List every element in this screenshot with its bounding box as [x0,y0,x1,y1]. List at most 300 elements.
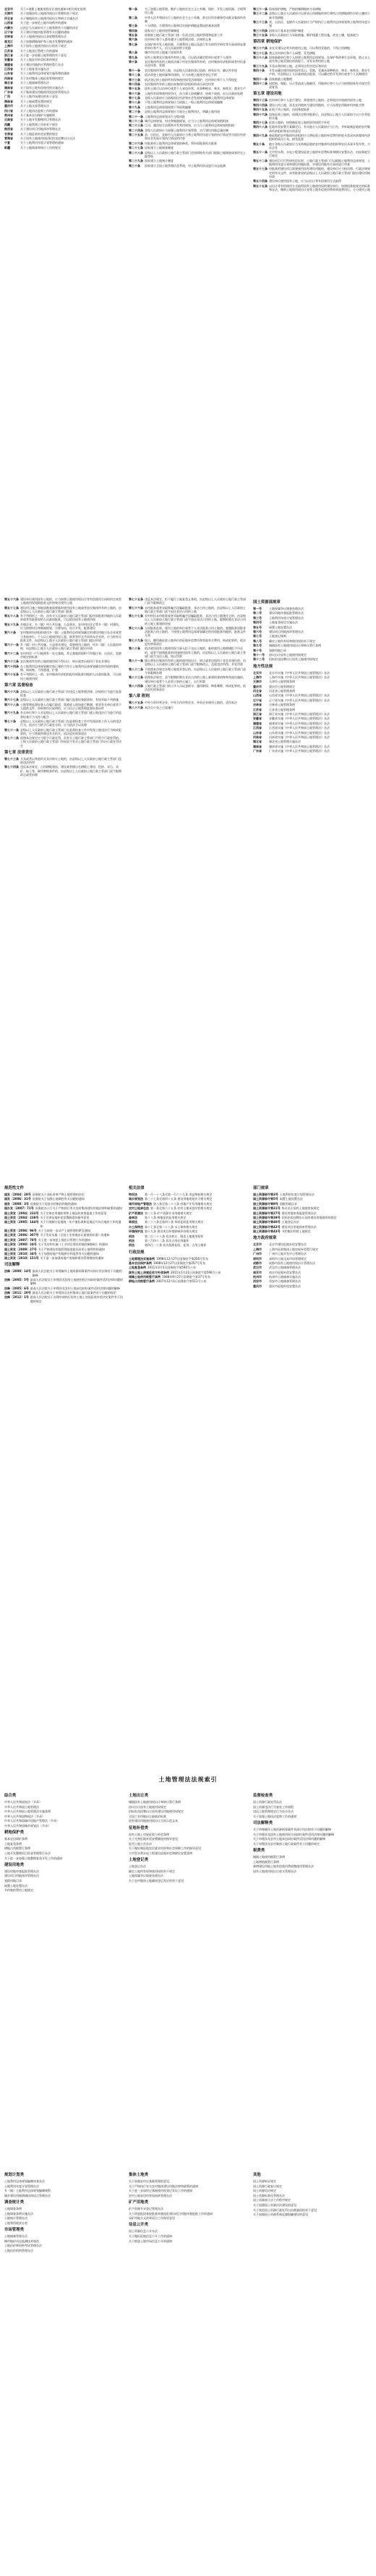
entry-text: 省、自治区、直辖市人民政府应当严格执行土地利用总体规划和土地利用年度计划 [269,20,370,28]
article-entry [129,1235,247,1238]
entry-term: 第七十九条 [129,638,143,642]
entry-text: 1998年12月27日国务院令第257号发布 [153,1261,205,1265]
entry-text: 国家鼓励单位和个人按照土地利用总体规划，在保护和改善生态环境、防止水土流失和土地荒漠化的前提下，开发未利用的土地 [269,55,370,64]
article-entry [253,1252,372,1255]
index-entry: 协议出让国有土地使用权规定 [129,1805,166,1809]
article-entry [253,740,372,743]
entry-term: 第八十一条 [129,659,143,663]
index-entry: 乡（镇）土地利用总体规划编制规程 [4,2189,51,2193]
entry-text: 武汉市土地储备管理办法 [269,1266,301,1270]
entry-term: 重庆市 [253,684,262,688]
index-entry: 土地权属争议调查处理办法 [129,1874,163,1878]
article-entry [4,652,123,659]
entry-text: 关于土地利用总体规划实施管理的通知 [20,72,69,76]
entry-term: 国土资源部令第27号 [253,1211,281,1215]
article-entry [129,1206,247,1210]
section-heading: 相关法律 [129,1186,145,1190]
article-entry [253,1261,372,1265]
entry-term: 第八十二条 [129,667,143,671]
entry-term: 第六十六条 [4,689,19,693]
article-entry [129,706,247,709]
entry-text: 关于严格建设用地管理促进批而未用土地利用的通知 [38,1247,105,1251]
index-entry: 国土资源标准化管理办法 [253,2193,285,2197]
article-entry [4,44,123,48]
entry-text: 各级人民政府应当依据国民经济和社会发展规划编制土地利用总体规划 [145,96,234,100]
entry-text: 上海市实施《中华人民共和国土地管理法》办法 [269,675,330,679]
page-4 [0,1762,376,2163]
entry-term: 第一条 [129,7,137,11]
article-entry [4,49,123,53]
section-heading: 调查统计类 [4,2200,24,2205]
entry-text: 县级以上人民政府土地行政主管部门会同同级有关部门根据土地调查成果评定土地等级 [145,150,246,158]
article-entry [129,38,247,41]
entry-term: 刑法 [129,1238,134,1242]
entry-term: 刑法 [129,1243,134,1248]
index-entry: 征用土地公告办法 [129,1841,152,1846]
entry-term: 福建省 [4,62,13,66]
entry-term: 第五条 [129,33,137,37]
index-entry: 关于审理涉及农村集体土地行政案件若干问题的规定 [253,1841,320,1846]
column-group [4,7,372,590]
article-entry [253,689,372,693]
entry-term: 第十一号 [253,652,265,657]
article-entry [253,113,372,120]
entry-text: 国家保护耕地，严格控制耕地转为非耕地 [269,7,321,11]
article-entry [4,30,123,34]
section-heading: 规范性文件 [4,1186,24,1190]
entry-term: 重庆市 [4,104,13,108]
article-entry [253,64,372,68]
entry-text: 土地利用年度计划管理办法 [279,1193,315,1196]
article-entry [129,1243,247,1247]
entry-term: 法释〔2011〕20号 [4,1291,31,1295]
article-entry [129,1216,247,1219]
entry-text: 第一条至第六十五条 农村土地承包经营相关规定 [150,1206,213,1211]
article-entry [253,1271,372,1274]
article-entry [4,109,123,113]
entry-text: 土地行政主管部门的工作人员玩忽职守、滥用职权、徇私舞弊，构成犯罪的，依法追究刑事责任 [145,683,246,692]
entry-term: 国土资源部令第43号 [253,1229,281,1234]
entry-text: 国家实行基本农田保护制度 [269,28,304,33]
entry-text: 十分珍惜、合理利用土地和切实保护耕地是我国的基本国策 [145,24,220,28]
index-entry: 中华人民共和国土地管理法实施条例 [4,1810,51,1814]
entry-term: 第一号 [253,607,262,610]
index-entry: 国有土地使用权出让收支管理办法 [253,1869,296,1873]
entry-term: 第十条 [129,60,137,64]
entry-text: 浙江省实施《中华人民共和国土地管理法》办法 [269,712,330,717]
entry-text: 无权批准征收、使用土地的单位或者个人非法批准占用土地的，超越批准权限非法批准占用土地的，不按照土地利用总体规划确定的用途批准用地的，批准文件无效 [145,626,246,638]
entry-term: 国土资源部令第21号 [253,1206,281,1211]
entry-term: 第四条 [129,28,137,33]
article-entry [4,35,123,38]
index-entry: 违反土地管理规定行为处分办法 [253,1810,294,1814]
index-entry: 国土资源行政处罚办法 [253,1800,282,1804]
entry-term: 内蒙古 [4,25,13,30]
article-entry [129,60,247,67]
article-entry [129,1229,247,1233]
article-entry [4,1193,123,1196]
entry-term: 安徽省 [4,58,13,62]
index-entry: 关于进一步加强土地整理复垦开发工作的通知 [4,1856,62,1860]
article-entry [129,1257,247,1261]
entry-text: 闲置土地处置办法 [279,1197,303,1201]
index-entry: 采矿用地方式改革试点工作指导意见 [129,2216,175,2221]
entry-term: 福建省 [253,721,262,725]
article-entry [4,1269,123,1276]
text-column [129,7,247,590]
entry-text: 关于建设用地审批管理有关问题的通知 [20,30,69,34]
entry-term: 第六十五条 [4,673,19,677]
entry-text: 划拨用地目录 [279,1201,297,1206]
text-column [129,1791,247,2163]
entry-text: 建设单位使用国有土地的，应当按照土地使用权出让等有偿使用合同的约定或者土地使用权划拨批准文件的规定使用土地 [20,597,121,605]
entry-term: 第六号 [253,629,262,634]
entry-term: 第九条 [129,55,137,59]
index-entry: 城镇土地使用税暂行条例 [253,1854,285,1859]
article-entry [129,92,247,95]
entry-text: 依法收回国有土地使用权当事人拒不交出土地的，临时使用土地期满拒不归还的，或者不按照批准的用途使用国有土地的，由县级以上人民政府土地行政主管部门责令交还土地，处以罚款 [145,647,246,658]
entry-text: 征收土地的，按照被征收土地的原用途给予补偿 [269,121,330,125]
entry-text: 吉林省土地管理条例 [269,703,295,707]
article-entry [129,614,247,626]
entry-term: 第七十一条 [4,727,19,732]
entry-text: 建设项目可行性研究论证时，土地行政主管部门可以根据土地利用总体规划、土地利用年度计划和建设用地标准，对建设用地有关事项进行审查 [269,158,370,167]
article-entry [4,90,123,94]
article-entry [129,7,247,14]
index-entry: 关于加强国土资源法治建设的意见 [253,2203,296,2207]
article-entry [4,765,123,777]
entry-text: 第二十条 矿产资源开采用地相关规定 [145,1211,192,1215]
entry-term: 第八十三条 [129,675,143,680]
article-entry [4,77,123,80]
entry-text: 西安市土地储备管理办法 [269,1279,301,1284]
entry-text: 关于进一步加强土地管理的若干意见 [20,53,67,57]
entry-term: 城市房地产管理法 [129,1201,152,1206]
entry-term: 法释〔2005〕6号 [4,1286,29,1290]
index-entry: 国有土地上房屋征收与补偿条例 [129,1832,169,1836]
entry-term: 第十号 [253,648,262,652]
index-entry: 关于审理破坏土地资源刑事案件具体应用法律若干问题的解释 [253,1827,331,1831]
entry-term: 杭州市 [253,1275,262,1279]
entry-term: 浙江省 [253,712,262,717]
index-entry: 划拨用地目录 [4,1878,22,1883]
entry-term: 第三条 [129,24,137,28]
entry-term: 上海市 [253,1247,262,1251]
text-column [4,7,123,590]
entry-text: 1998年12月27日国务院令第256号发布 [156,1256,208,1261]
entry-text: 关于农村集体土地征收管理的规定 [20,76,64,80]
index-entry: 中华人民共和国物权法（节录） [4,1814,45,1818]
entry-text: 国务院关于深化改革严格土地管理的决定 [32,1193,85,1196]
entry-text: 确定土地所有权和使用权的若干规定 [269,639,315,643]
entry-text: 关于加强国有土地使用权出让管理的若干规定 [20,12,78,16]
index-title: 土地管理法法规索引 [158,1776,218,1783]
article-entry [4,53,123,57]
entry-term: 第四十一条 [253,77,268,81]
entry-term: 河北省 [4,16,13,20]
article-entry [253,657,372,661]
text-column [129,597,247,1176]
article-entry [4,21,123,25]
article-entry [4,1256,123,1260]
entry-term: 天津市 [4,12,13,16]
entry-text: 下级土地利用总体规划应当依据上一级土地利用总体规划编制 [145,100,223,105]
entry-text: 上海市征收集体土地房屋补偿暂行规定 [269,1247,318,1251]
section-heading: 第四章 耕地保护 [253,40,282,45]
article-entry [253,33,372,37]
entry-text: 关于土地使用权出让金收缴管理办法 [20,35,67,39]
article-entry [253,159,372,166]
entry-text: 关于国有土地使用权出让的若干规定 [20,44,67,48]
index-entry: 基本农田保护条例 [4,1837,27,1841]
entry-text: 城市市区的土地属于国家所有 [145,51,182,55]
entry-text: 国家鼓励土地整理 [269,77,292,81]
section-heading: 第六章 监督检查 [4,683,33,688]
index-entry: 土地登记办法 [129,1864,146,1869]
entry-text: 关于土地征用补偿标准的规定 [20,58,58,62]
entry-text: 广州市土地开发中心管理办法 [269,1252,307,1256]
entry-text: 各级人民政府应当采取措施，维护排灌工程设施，改良土壤，提高地力 [269,33,359,37]
article-entry [129,1225,247,1229]
article-entry [129,100,247,104]
entry-text: 2007年12月1日国务院令第511号公布 [156,1279,207,1284]
entry-text: 中外合资经营企业、中外合作经营企业、外资企业使用土地的，适用本法 [145,701,237,705]
entry-text: 闲置土地处置办法 [269,625,292,629]
section-heading: 第五章 建设用地 [253,92,282,97]
entry-text: 农民集体所有的土地的使用权不得出让、转让或者出租用于非农业建设 [20,660,110,664]
article-entry [4,104,123,108]
article-entry [129,29,247,33]
section-heading: 征地补偿类 [129,1825,148,1831]
article-entry [253,1211,372,1215]
index-entry: 农村土地承包经营权流转管理办法 [129,2193,172,2197]
article-entry [4,614,123,621]
entry-term: 草原法 [129,1220,137,1224]
entry-text: 江苏省土地管理条例 [269,707,295,712]
index-entry: 大中型水利水电工程建设征地补偿和移民安置条例 [129,1851,192,1855]
entry-term: 国土资发〔2007〕78号 [4,1237,37,1242]
index-entry: 土地统计管理办法 [4,2216,27,2221]
article-entry [129,639,247,646]
article-entry [129,82,247,86]
entry-term: 安徽省 [253,717,262,721]
entry-text: 关于土地市场建设的若干意见 [20,95,58,99]
entry-term: 法释〔2005〕5号 [4,1278,29,1282]
entry-text: 最高人民法院关于办理申请执行国有土地上房屋征收补偿决定案件若干问题的规定 [30,1295,123,1303]
entry-term: 国发〔2008〕3号 [4,1201,29,1206]
entry-term: 第三号 [253,615,262,620]
entry-term: 国办发〔2007〕71号 [4,1206,34,1211]
entry-term: 贵州省 [4,113,13,117]
article-entry [4,1252,123,1255]
article-entry [4,1242,123,1246]
entry-text: 福建省实施《中华人民共和国土地管理法》办法 [269,721,330,725]
article-entry [129,33,247,37]
article-entry [253,653,372,657]
article-entry [4,63,123,66]
article-entry [253,626,372,629]
entry-text: 乡镇企业、乡（镇）村公共设施、公益事业、农村村民住宅等乡（镇）村建设，应当按照村庄和集镇规划，合理布局，综合开发，配套建设 [20,622,121,630]
entry-term: 成都市 [253,1261,262,1265]
section-heading: 行政法规 [129,1250,145,1255]
article-entry [253,699,372,702]
entry-text: 江西省实施《中华人民共和国土地管理法》办法 [269,726,330,730]
entry-text: 第三十七条至第四十五条 建设用地规划许可相关规定 [145,1197,213,1201]
index-entry: 确定土地所有权和使用权的若干规定 [129,1869,175,1873]
entry-text: 在土地利用总体规划制定前已建的不符合土地利用总体规划确定的用途的建筑物、构筑物，不得重建、扩建 [20,664,119,672]
entry-term: 第六十一条 [4,643,19,647]
article-entry [4,665,123,672]
entry-text: 土地登记办法 [281,1220,299,1224]
section-heading: 国土资源部规章 [253,600,281,605]
entry-term: 国发〔2004〕28号 [4,1193,31,1196]
article-entry [253,1248,372,1251]
entry-term: 环境保护法 [129,1229,143,1234]
entry-term: 第五十六条 [4,597,19,601]
entry-term: 第六十九条 [4,711,19,715]
entry-text: 土地登记规则 [269,634,286,639]
article-entry [4,26,123,30]
entry-text: 关于土地储备管理办法 [20,81,49,85]
entry-text: 县级以上人民政府土地行政主管部门履行监督检查职责时，有权采取下列措施 [20,698,119,702]
article-entry [4,736,123,748]
article-entry [253,675,372,679]
article-entry [4,1287,123,1290]
section-heading: 部门规章 [253,1186,269,1190]
entry-text: 国家实行土地用途管制制度 [145,28,179,33]
entry-term: 第六十条 [4,631,16,635]
entry-text: 城市总体规划、村庄和集镇规划，应当与土地利用总体规划相衔接 [145,119,228,124]
entry-text: 南京市征地补偿安置办法 [269,1270,301,1274]
entry-text: 关于土地利用年度计划管理的通知 [20,141,64,145]
entry-term: 第二十七条 [129,146,143,150]
entry-text: 建设用地审查报批管理办法 [269,611,304,615]
entry-term: 土地复垦条例 [129,1266,146,1270]
section-heading: 集体土地类 [129,2173,148,2177]
entry-text: 国有土地可以由单位或者个人承包经营，从事种植业、林业、畜牧业、渔业生产 [145,87,246,91]
entry-text: 本法自公布之日起施行 [145,705,174,709]
article-entry [129,1220,247,1224]
entry-text: 第十七条至第二十八条 水土保持相关规定 [145,1224,198,1229]
index-entry: 城市地价动态监测技术规范 [4,2239,39,2243]
article-entry [253,607,372,610]
entry-term: 第二十八条 [129,150,143,155]
entry-text: 非农业建设必须节约使用土地，可以利用荒地的，不得占用耕地 [269,46,350,51]
entry-term: 山东省 [253,730,262,735]
index-entry: 中华人民共和国宪法（节录） [4,1800,42,1804]
article-entry [253,726,372,730]
entry-term: 国土资源部令第3号 [253,1193,278,1196]
entry-text: 城镇国有土地使用权出让和转让暂行条例 [269,644,321,648]
entry-term: 吉林省 [4,35,13,39]
entry-term: 刑法 [129,1234,134,1238]
article-entry [253,82,372,89]
entry-text: 国务院关于促进节约集约用地的通知 [30,1201,77,1206]
text-column [253,597,372,1176]
entry-text: 依法登记的土地的所有权和使用权受法律保护，任何单位和个人不得侵犯 [145,77,237,82]
entry-text: 经批准的土地利用总体规划的修改，须经原批准机关批准 [145,141,217,145]
article-entry [129,1202,247,1206]
article-entry [129,659,247,666]
entry-term: 河北省 [253,689,262,693]
article-entry [129,626,247,638]
article-entry [253,20,372,27]
entry-term: 山西省 [253,693,262,698]
entry-text: 关于城镇国有土地使用权出让和转让实施办法 [20,16,78,20]
entry-term: 四川省 [4,108,13,113]
article-entry [129,701,247,704]
index-entry: 中华人民共和国城乡规划法（节录） [4,1823,51,1828]
entry-text: 重庆市土地管理规定 [269,684,295,688]
entry-term: 第十三条 [129,77,140,82]
entry-text: 最高人民法院关于审理涉及农村土地承包纠纷案件适用法律问题的解释 [30,1286,120,1290]
article-entry [129,124,247,127]
article-entry [253,108,372,111]
article-entry [4,40,123,43]
entry-term: 上海市 [253,675,262,679]
index-entry: 国土资源听证规定 [253,2179,276,2183]
entry-term: 第五十条 [253,142,265,146]
index-entry: 国土资源违法行为查处工作规程 [253,1805,294,1809]
article-entry [4,123,123,126]
entry-term: 国土资发〔2005〕144号 [4,1220,39,1224]
entry-term: 第五十八条 [4,614,19,618]
entry-text: 关于土地开发整理项目管理办法 [20,118,61,122]
entry-term: 第三十条 [129,163,140,168]
article-entry [129,73,247,77]
entry-text: 国家建立土地调查制度 [145,146,174,150]
entry-term: 城镇土地使用税暂行条例 [129,1275,161,1279]
entry-term: 宁夏 [4,141,10,145]
entry-text: 农村村民一户只能拥有一处宅基地，其宅基地的面积不得超过省、自治区、直辖市规定的标准 [20,651,121,659]
entry-term: 广西 [4,95,10,99]
article-entry [253,1275,372,1279]
entry-text: 未经批准或者采取欺骗手段骗取批准，非法占用土地的，由县级以上人民政府土地行政主管部门责令退还非法占用的土地 [145,605,246,613]
entry-text: 关于土地闲置处置的规定 [20,99,52,103]
article-entry [253,749,372,753]
entry-term: 辽宁省 [253,698,262,702]
article-entry [253,103,372,107]
article-entry [129,96,247,100]
entry-text: 农民集体所有的土地，由县级人民政府登记造册，核发证书，确认所有权 [145,68,237,72]
entry-text: 关于发布和实施《工业项目建设用地控制指标》的通知 [38,1242,108,1247]
entry-text: 杭州市土地储备实施办法 [269,1275,301,1279]
entry-text: 县级以上人民政府土地行政主管部门在监督检查工作中发现土地违法行为构成犯罪的，应当将案件移送有关机关，依法追究刑事责任 [20,727,121,735]
index-entry: 国有建设用地使用权出让合同示范文本 [129,1819,178,1823]
entry-text: 第一百一十八条至第一百六十九条 用益物权相关规定 [145,1193,213,1196]
entry-text: 建设项目用地预审管理办法 [281,1224,317,1229]
entry-text: 征地补偿安置方案确定后，有关地方人民政府应当公告，并听取被征地的农村集体经济组织和农民的意见 [269,125,370,133]
entry-term: 第十四条 [129,82,140,86]
article-entry [4,690,123,697]
entry-term: 国有土地上房屋征收与补偿条例 [129,1270,169,1274]
entry-text: 不依照本法规定办理土地变更登记的，由县级以上人民政府土地行政主管部门责令其限期办理 [145,667,246,675]
entry-text: 因挖损、塌陷、压占等造成土地破坏，用地单位和个人应当按照国家有关规定负责复垦 [269,81,370,90]
entry-text: 关于进一步规范土地出让管理工作的通知 [38,1237,90,1242]
entry-term: 第七十二条 [4,736,19,740]
column-group [4,1791,372,2163]
entry-text: 大中型水利、水电工程建设征收土地的补偿费标准和移民安置办法，由国务院另行规定 [269,150,370,158]
article-entry [253,693,372,697]
entry-term: 第五十一条 [253,150,268,155]
entry-text: 2011年1月21日国务院令第590号公布 [171,1270,221,1274]
article-entry [253,611,372,615]
article-entry [129,1261,247,1265]
article-entry [129,110,247,113]
article-entry [4,1238,123,1242]
entry-text: 关于土地登记管理工作的通知 [20,48,58,53]
index-entry: 建设用地审查报批管理办法 [4,1869,39,1873]
